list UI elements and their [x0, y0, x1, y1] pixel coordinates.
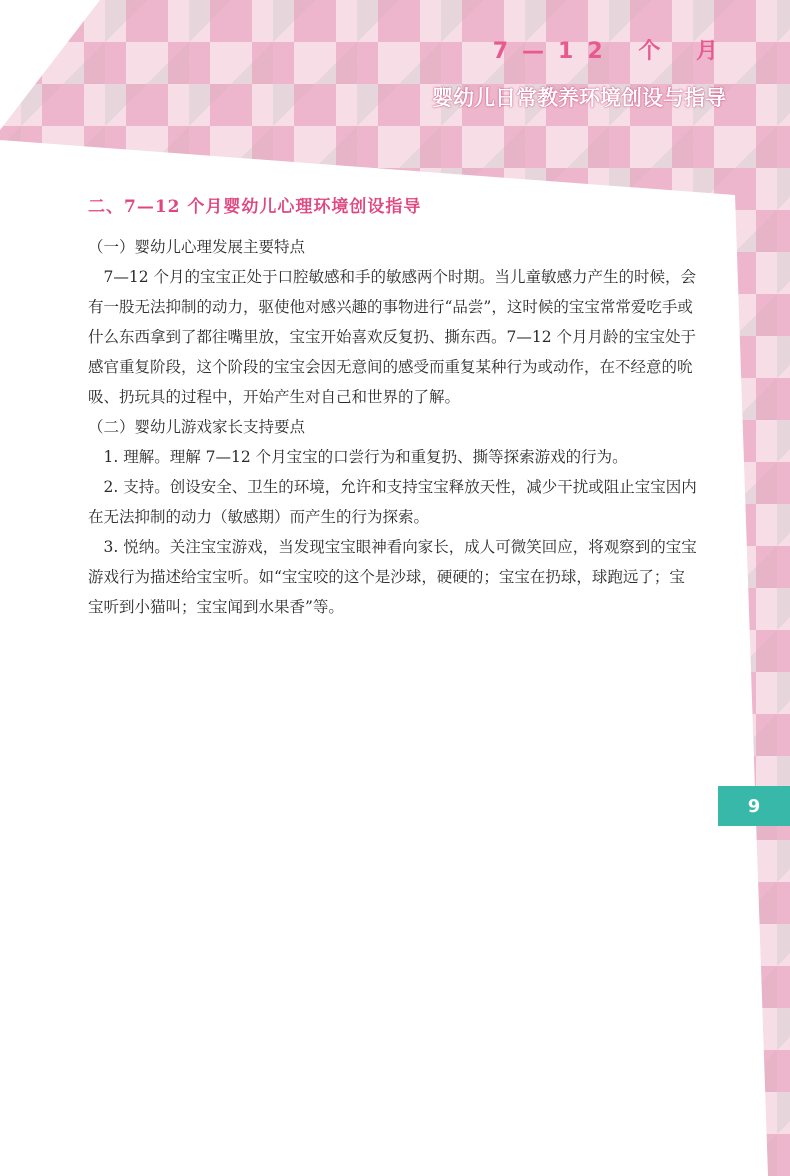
page-number-tab [718, 786, 790, 826]
part1-heading: （一）婴幼儿心理发展主要特点 [88, 238, 306, 256]
part2-heading: （二）婴幼儿游戏家长支持要点 [88, 418, 306, 436]
header-month-range: 7—12 个 月 [492, 39, 732, 64]
list-item: 3. 悦纳。关注宝宝游戏，当发现宝宝眼神看向家长，成人可微笑回应，将观察到的宝宝游戏行为描述给宝宝听。如“宝宝咬的这个是沙球，硬硬的；宝宝在扔球，球跑远了；宝宝听到小猫叫；宝宝闻到水果香”等。 [88, 538, 697, 616]
main-content [88, 192, 698, 622]
list-item: 2. 支持。创设安全、卫生的环境，允许和支持宝宝释放天性，减少干扰或阻止宝宝因内在无法抑制的动力（敏感期）而产生的行为探索。 [88, 478, 697, 526]
section-title: 二、7—12 个月婴幼儿心理环境创设指导 [88, 197, 422, 217]
header-book-title: 婴幼儿日常教养环境创设与指导 [432, 86, 726, 110]
list-item: 1. 理解。理解 7—12 个月宝宝的口尝行为和重复扔、撕等探索游戏的行为。 [103, 448, 628, 466]
page-number: 9 [747, 795, 761, 817]
part1-paragraph: 7—12 个月的宝宝正处于口腔敏感和手的敏感两个时期。当儿童敏感力产生的时候，会有一股无法抑制的动力，驱使他对感兴趣的事物进行“品尝”，这时候的宝宝常常爱吃手或什么东西拿到了都往嘴里放，宝宝开始喜欢反复扔、撕东西。7—12 个月月龄的宝宝处于感官重复阶段，这个阶段的宝宝会因无意间的感受而重复某种行为或动作，在不经意的吮吸、扔玩具的过程中，开始产生对自己和世界的了解。 [88, 268, 697, 406]
